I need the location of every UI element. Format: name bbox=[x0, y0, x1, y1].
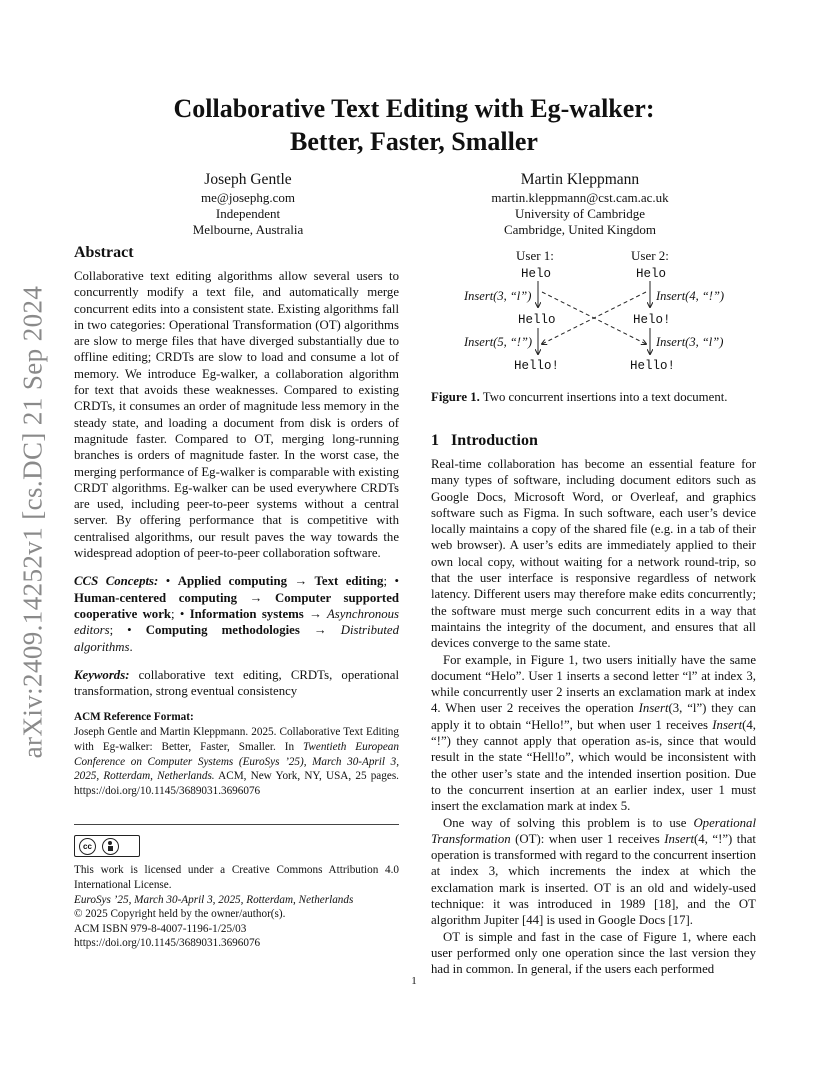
text-run-italic: Operational Transformation bbox=[431, 815, 756, 846]
ccs-concepts bbox=[74, 573, 399, 654]
license-conference: EuroSys ’25, March 30-April 3, 2025, Rotterdam, Netherlands bbox=[74, 893, 354, 906]
author-name: Joseph Gentle bbox=[204, 171, 292, 188]
author-email[interactable]: me@josephg.com bbox=[201, 190, 295, 205]
acm-reference-text bbox=[74, 725, 399, 798]
u1-state-1: Helo bbox=[521, 267, 552, 281]
figure-1-diagram bbox=[460, 244, 740, 379]
author-affiliation: University of Cambridge bbox=[515, 206, 645, 222]
u2-state-2: Helo! bbox=[633, 313, 671, 327]
abstract-heading: Abstract bbox=[74, 244, 134, 261]
u1-state-2: Hello bbox=[518, 313, 556, 327]
paper-title bbox=[0, 92, 828, 158]
arxiv-sidebar bbox=[10, 285, 56, 760]
text-run-italic: Insert bbox=[664, 831, 695, 846]
abstract-text: Collaborative text editing algorithms allow several users to concurrently modify a text file, and automatically merge concurrent edits into a consistent state. Existing algorithms fall in two categories: Operational Transformation (OT) algorithms are slow to merge files that have diverged substantially due to offline editing; CRDTs are slow to load and consume a lot of memory. We introduce Eg-walker, a collaboration algorithm for text that avoids these weaknesses. Compared to existing CRDTs, it consumes an order of magnitude less memory in the steady state, and loading a document from disk is orders of magnitude faster. Compared to OT, merging long-running branches is orders of magnitude faster. In the worst case, the merging performance of Eg-walker is comparable with existing CRDT algorithms. Eg-walker can be used everywhere CRDTs are used, including peer-to-peer systems without a central server. By offering performance that is competitive with centralised algorithms, our result paves the way towards the widespread adoption of peer-to-peer collaboration software. bbox=[74, 269, 399, 561]
ccs-sep: • bbox=[158, 574, 178, 589]
author-location: Cambridge, United Kingdom bbox=[503, 222, 656, 238]
license-doi[interactable]: https://doi.org/10.1145/3689031.3696076 bbox=[74, 937, 261, 950]
ccs-sep: . bbox=[129, 639, 133, 654]
intro-paragraph-3 bbox=[431, 815, 756, 929]
keywords-label: Keywords: bbox=[74, 667, 130, 682]
ccs-item: Applied computing → Text editing bbox=[177, 574, 384, 589]
author-location: Melbourne, Australia bbox=[192, 222, 304, 238]
intro-paragraph-2 bbox=[431, 652, 756, 815]
ccs-subitem: → Distributed algorithms bbox=[74, 623, 400, 654]
figure-1-arrows bbox=[460, 244, 740, 379]
intro-paragraph-1: Real-time collaboration has become an essential feature for many types of software, including document editors such as Google Docs, Microsoft Word, or Overleaf, and graphics software such as Figma. In such software, each user’s device locally maintains a copy of the shared file (e.g. in a tab of their web browser). A user’s edits are immediately applied to their own local copy, without waiting for a network round-trip, so that the user interface is responsive regardless of network latency. Different users may therefore make edits concurrently; the software must merge such concurrent edits in a way that maintains the integrity of the document, and ensures that all devices converge to the same state. bbox=[431, 457, 756, 651]
text-run: (OT): when user 1 receives bbox=[510, 831, 665, 846]
caption-text: Two concurrent insertions into a text document. bbox=[479, 390, 728, 404]
user-2-label: User 2: bbox=[631, 248, 669, 263]
user-1-label: User 1: bbox=[516, 248, 554, 263]
cc-icon: cc bbox=[79, 838, 96, 855]
license-copyright: © 2025 Copyright held by the owner/author(s). bbox=[74, 908, 286, 921]
text-run: (4, “!”) they cannot apply that operation as-is, since that would result in the state “Hell!o”, which would be inconsistent with the other user’s state and the intended insertion position. Due to the concurrent insertion at an earlier index, user 1 must insert the exclamation mark at index 5. bbox=[431, 717, 756, 814]
ccs-item: Human-centered computing → Computer supported cooperative work bbox=[74, 590, 399, 621]
ccs-item: Computing methodologies bbox=[145, 623, 300, 638]
caption-label: Figure 1. bbox=[431, 390, 480, 404]
text-run-italic: Insert bbox=[638, 701, 669, 716]
author-email[interactable]: martin.kleppmann@cst.cam.ac.uk bbox=[491, 190, 669, 205]
introduction-section bbox=[431, 432, 756, 978]
keywords-text: collaborative text editing, CRDTs, operational transformation, strong eventual consistency bbox=[74, 667, 399, 699]
figure-1-caption bbox=[431, 390, 756, 405]
ccs-label: CCS Concepts: bbox=[74, 574, 159, 589]
ccs-sep: ; • bbox=[171, 606, 190, 621]
author-name: Martin Kleppmann bbox=[520, 171, 640, 188]
u1-state-3: Hello! bbox=[514, 359, 560, 373]
acm-ref-part: Joseph Gentle and Martin Kleppmann. 2025. Collaborative Text Editing with Eg-walker: Better, Faster, Smaller. In bbox=[74, 726, 399, 754]
author-block-2 bbox=[450, 170, 710, 239]
cc-by-badge[interactable] bbox=[74, 835, 140, 857]
u1-op-2: Insert(5, “!”) bbox=[464, 335, 533, 349]
license-text: This work is licensed under a Creative Commons Attribution 4.0 International License. bbox=[74, 864, 399, 891]
left-column bbox=[74, 244, 399, 951]
ccs-sep: ; • bbox=[383, 574, 399, 589]
u2-state-1: Helo bbox=[636, 267, 667, 281]
footnote-rule bbox=[74, 824, 399, 825]
u2-op-1: Insert(4, “!”) bbox=[656, 289, 725, 303]
page-number: 1 bbox=[411, 975, 417, 987]
intro-paragraph-4: OT is simple and fast in the case of Figure 1, where each user performed only one operation since the last version they had in common. In general, if the users each performed bbox=[431, 929, 756, 977]
section-title: Introduction bbox=[451, 432, 538, 449]
u2-op-2: Insert(3, “l”) bbox=[656, 335, 724, 349]
text-run: (4, “!”) that operation is transformed with regard to the concurrent insertion at index 3, which increments the index at which the exclamation mark is inserted. OT is an old and widely-used technique: it was introduced in 1989 [18], and the OT algorithm Jupiter [44] is used in Google Docs [17]. bbox=[431, 831, 756, 928]
text-run: One way of solving this problem is to use bbox=[443, 815, 694, 830]
introduction-heading bbox=[431, 432, 756, 450]
license-isbn: ACM ISBN 979-8-4007-1196-1/25/03 bbox=[74, 922, 247, 935]
ccs-item: Information systems bbox=[189, 606, 304, 621]
acm-reference-heading: ACM Reference Format: bbox=[74, 711, 194, 724]
keywords bbox=[74, 667, 399, 700]
title-line-1: Collaborative Text Editing with Eg-walker: bbox=[173, 94, 655, 123]
ccs-subitem: → Asynchronous editors bbox=[74, 606, 400, 638]
acm-ref-part: ACM, New York, NY, USA, 25 pages. https://doi.org/10.1145/3689031.3696076 bbox=[74, 770, 399, 797]
arxiv-identifier: arXiv:2409.14252v1 [cs.DC] 21 Sep 2024 bbox=[17, 285, 48, 759]
author-block-1 bbox=[148, 170, 348, 239]
text-run-italic: Insert bbox=[712, 717, 743, 732]
u2-state-3: Hello! bbox=[630, 359, 676, 373]
text-run: (3, “l”) they can apply it to obtain “Hello!”, but when user 1 receives bbox=[431, 701, 756, 732]
section-number: 1 bbox=[431, 432, 439, 449]
u1-op-1: Insert(3, “l”) bbox=[464, 289, 532, 303]
author-affiliation: Independent bbox=[215, 206, 281, 222]
text-run: For example, in Figure 1, two users initially have the same document “Helo”. User 1 inserts a second letter “l” at index 3, while concurrently user 2 inserts an exclamation mark at index 4. When user 2 receives the operation bbox=[431, 652, 756, 716]
title-line-2: Better, Faster, Smaller bbox=[290, 127, 538, 156]
attribution-person-icon bbox=[102, 838, 119, 855]
ccs-sep: ; • bbox=[109, 623, 146, 638]
acm-ref-venue: Twentieth European Conference on Computer Systems (EuroSys ’25), March 30-April 3, 2025, Rotterdam, Netherlands. bbox=[74, 741, 399, 783]
